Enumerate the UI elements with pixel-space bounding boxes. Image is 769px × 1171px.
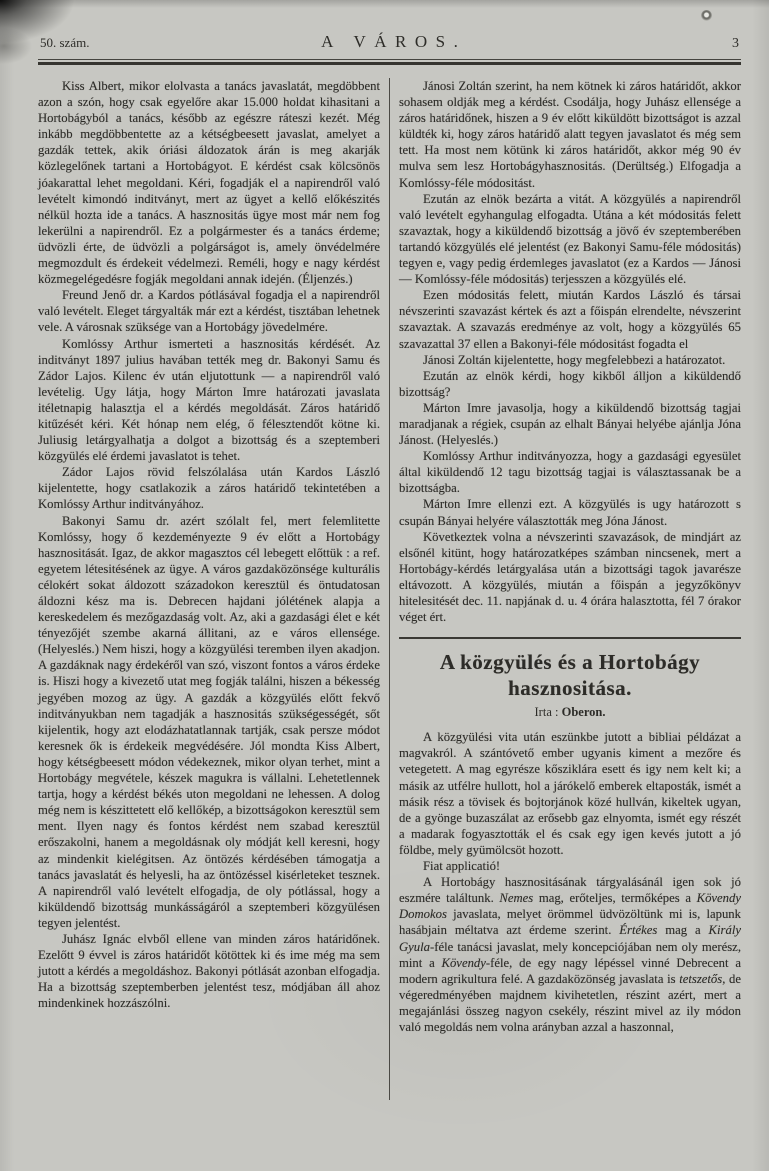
article-title: A közgyülés és a Hortobágy hasznositása. <box>439 650 701 701</box>
text-segment: Kövendy Domokos <box>399 891 741 922</box>
text-segment: Értékes <box>619 923 658 938</box>
column-divider <box>380 78 399 1035</box>
body-paragraph: Komlóssy Arthur inditványozza, hogy a gazdasági egyesület által kiküldendő 12 tagu bizottság tagjai is választassanak be a bizottságba. <box>399 449 741 496</box>
byline-prefix: Irta : <box>534 705 562 720</box>
body-paragraph: Bakonyi Samu dr. azért szólalt fel, mert felemlitette Komlóssy, hogy ő kezdeményezte 9 év előtt a Hortobágy hasznositását. Igaz, de akkor magasztos cél lebegett előttük : a ref. egyetem létesitésének az ügye. A város gazdaközönsége kulturális célokért sokat áldozott századokon keresztül és öntudatosan áldozni kész ma is. Debrecen hajdani jólétének alapja a kereskedelem és mezőgazdaság volt. Az, aki a gazdasági élet e két tényezőjét szembe akarná állitani, az e város ellensége. (Helyeslés.) Nem hiszi, hogy a közgyülési teremben ilyen akadjon. A gazdáknak nagy érdekéről van szó, viszont fontos a város érdeke is. Hiszi hogy a kivezető utat meg fogják találni, hiszen a békesség jegyében mozog az ügy. A gazdák a közgyülés előtt fekvő inditványukban nem tagadják a hasznositás szükségességét, sőt kijelentik, hogy azt elodázhatatlannak tartják, csak persze módot keresnek ők is érdekeik megvédésére. Jól mondta Kiss Albert, hogy kétségbeesett módon védekeznek, mikor olyan terhet, mint a Hortobágy megvétele, készek magukra is vállalni. Lehetetlennek tartja, hogy a kérdést békés uton megoldani ne lehessen. A dolog még nem is készittetett elő kellőkép, a bizottságokon keresztül sem ment. Ilyen nagy és fontos kérdést nem szabad keresztül erőszakolni, hanem a megoldásnak oly módját kell keresni, hogy az mindenkit kielégitsen. Az öntözés kérdésében támogatja a tanács javaslatát és helyesli, ha az öntözéssel kisérleteket tesznek. A napirendről való levételt elfogadja, de oly pótlással, hogy a kiküldendő bizottság munkásságáról a szeptemberi közgyülésen tegyen jelentést. <box>38 513 380 930</box>
body-paragraph: Ezen módositás felett, miután Kardos László és társai névszerinti szavazást kértek és azt a főispán elrendelte, névszerint szavaztak. A szavazás eredménye az volt, hogy a közgyülés 65 szavazattal 37 ellen a Bakonyi-féle módositást fogadta el <box>399 288 741 351</box>
newspaper-title: A VÁROS. <box>321 32 467 51</box>
text-segment: A Hortobágy hasznositásának tárgyalásánál igen sok jó eszmére találtunk. <box>399 875 741 906</box>
text-segment: , de végeredményében majdnem kivihetetlen, részint azért, mert a megajánlási összeg nagyon csekély, részint mivel az ily módon való megoldás nem volna arányban azzal a haszonnal, <box>399 971 741 1034</box>
issue-number: 50. szám. <box>40 35 90 50</box>
body-paragraph: Ezután az elnök bezárta a vitát. A közgyülés a napirendről való levételt egyhangulag elfogadta. Utána a két módositás felett szavaztak, hogy a kiküldendő bizottság a jövő év szeptemberében tartandó közgyülés elé jelentést (ez Bakonyi Samu-féle módositás) tegyen e, vagy pedig érdemleges javaslatot (ez a Kardos — Jánosi — Komlóssy-féle módositás) terjesszen a közgyülés elé. <box>399 191 741 287</box>
body-paragraph: Zádor Lajos rövid felszólalása után Kardos László kijelentette, hogy csatlakozik a záros határidő tekintetében a Komlóssy Arthur inditványához. <box>38 465 380 512</box>
paper-speck <box>701 10 712 21</box>
body-paragraph: Freund Jenő dr. a Kardos pótlásával fogadja el a napirendről való levételt. Eleget tárgyalták már ezt a kérdést, tisztában lehetnek vele. A városnak szüksége van a Hortobágy jövedelmére. <box>38 288 380 335</box>
text-segment: Nemes <box>499 891 534 906</box>
body-paragraph: Juhász Ignác elvből ellene van minden záros határidőnek. Ezelőtt 9 évvel is záros határidőt kötöttek ki és ime még ma sem jutott a kérdés a megoldáshoz. Bakonyi pótlását azonban elfogadja. Ha a bizottság szeptemberben jelentést tesz, módjában áll ahoz mindenkinek hozzászólni. <box>38 931 380 1011</box>
left-column <box>38 78 380 1011</box>
text-segment: -féle tanácsi javaslat, mely koncepciójában nem oly merész, mint a <box>399 939 741 970</box>
body-paragraph: Ezután az elnök kérdi, hogy kikből álljon a kiküldendő bizottság? <box>399 368 741 399</box>
article-paragraph: A közgyülési vita után eszünkbe jutott a bibliai példázat a magvakról. A szántóvető ember ugyanis kiment a mezőre és vetegetett. A mag egyrésze kősziklára esett és igy nem kelt ki; a másik az utfélre hullott, hol a járókelő emberek eltaposták, ismét a másik rész a tövisek és bojtorjánok közé hullván, kikeltek ugyan, de a gyönge buzaszálat az erősebb gaz elnyomta, ismét egy részét a madarak fogyasztották el és csak egy igen kevés jutott a jó földbe, mely gyümölcsöt hozott. <box>399 730 741 857</box>
body-paragraph: Következtek volna a névszerinti szavazások, de mindjárt az elsőnél kitünt, hogy határozatképes számban nincsenek, mert a Hortobágy-kérdés letárgyalása után a bizottsági tagok javarésze eltávozott. A közgyülés, miután a főispán a jegyzőkönyv hitelesitését dec. 11. napjának d. u. 4 órára halasztotta, fél 7 órakor véget ért. <box>399 529 741 625</box>
byline-author: Oberon. <box>561 705 606 720</box>
body-paragraph: Márton Imre javasolja, hogy a kiküldendő bizottság tagjai maradjanak a régiek, csupán az elhalt Bányai helyébe ajánlja Jóna Jánost. (Helyeslés.) <box>399 400 741 448</box>
text-segment: javaslata, melyet örömmel üdvözöltünk mi is, lapunk hasábjain méltatva azt érdeme szerint. <box>399 907 741 938</box>
text-segment: mag a <box>657 923 709 938</box>
text-segment: Király Gyula <box>399 923 741 954</box>
body-paragraph: Kiss Albert, mikor elolvasta a tanács javaslatát, megdöbbent azon a szón, hogy csak egyelőre akar 15.000 holdat kihasitani a Hortobágyból a tanács, később az egészre ráteszi kezét. Még inkább megdöbbentette az a kétségbeesett javaslat, amelyet a gazdák tettek, akik óriási áldozatok árán is meg akarják közlegelőnek tartani a Hortobágyot. E kérdést csak kölcsönös jóakarattal lehet megoldani. Kéri, fogadják el a napirendről való levételt kimondó inditványt, mert az ügyet a kellő előkészités nélkül hozta ide a tanács. A hasznositás ügye most már nem fog lekerülni a napirendről. Ez a polgármester és a tanács érdeme; üdvözli érte, de üdvözli a polgárságot is, amely önvédelmére megmozdult és érdekeit védelmezi. Reméli, hogy e nagy kérdést közmegelégedésre fogják megoldani annak idején. (Éljenzés.) <box>38 79 380 287</box>
article-paragraph <box>399 874 741 1035</box>
masthead <box>40 32 739 52</box>
text-segment: mag, erőteljes, termőképes a <box>533 891 697 906</box>
article-byline <box>399 704 741 720</box>
text-segment: -féle, de egy nagy lépéssel vinné Debrecent a modern agrikultura felé. A gazdaközönség javaslata is <box>399 955 741 986</box>
text-segment: Kövendy <box>441 955 486 970</box>
section-divider-rule <box>399 637 741 639</box>
right-column <box>399 78 741 1035</box>
rule-thin <box>38 59 741 60</box>
body-paragraph: Márton Imre ellenzi ezt. A közgyülés is ugy határozott s csupán Bányai helyére választották meg Jóna Jánost. <box>399 497 741 528</box>
body-paragraph: Jánosi Zoltán kijelentette, hogy megfelebbezi a határozatot. <box>423 352 726 367</box>
article-paragraph: Fiat applicatió! <box>423 859 501 874</box>
body-paragraph: Jánosi Zoltán szerint, ha nem kötnek ki záros határidőt, akkor sohasem oldják meg a kérdést. Csodálja, hogy Juhász ellensége a záros határidőnek, hiszen a 9 év előtt kiküldött bizottságot is azzal küldték ki, hogy záros határidő alatt tegyen javaslatot és még sem tett. Ha most nem kötünk ki záros határidőt, akkor még 90 év mulva sem lesz Hortobágyhasznositás. (Derültség.) Elfogadja a Komlóssy-féle módositást. <box>399 79 741 190</box>
text-segment: tetszetős <box>679 971 723 986</box>
body-paragraph: Komlóssy Arthur ismerteti a hasznositás kérdését. Az inditványt 1897 julius havában tették meg dr. Bakonyi Samu és Zádor Lajos. Kilenc év után eljutottunk — a napirendről való levételig. Ugy látja, hogy Márton Imre határozati javaslata itéletnapig halasztja el a kérdés megoldását. Záros határidő kitűzését kéri. Két hónap nem elég, ő félesztendőt kötne ki. Juliusig letárgyalhatja a dolgot a bizottság és a szeptemberi közgyülés elé érdemi javaslatot is tehet. <box>38 336 380 464</box>
masthead-rule <box>38 59 741 65</box>
text-columns <box>38 78 741 1035</box>
page-number: 3 <box>732 36 739 51</box>
rule-thick <box>38 62 741 65</box>
